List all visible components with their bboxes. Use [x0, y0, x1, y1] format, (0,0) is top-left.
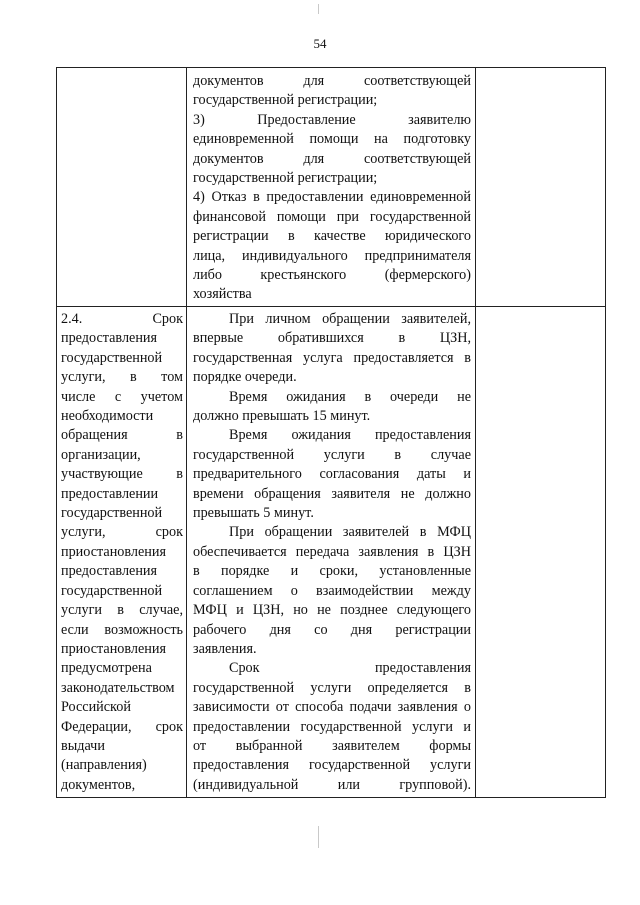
text-line: обращения в — [61, 427, 183, 444]
table-cell-content — [187, 307, 476, 798]
text-line: государственной — [61, 582, 163, 599]
cell-paragraph — [476, 307, 605, 310]
text-line: 2.4. Срок — [61, 311, 183, 327]
text-line: 4) Отказ в предоставлении единовременной — [193, 189, 471, 206]
text-line: услуги в случае, — [61, 602, 183, 619]
text-line: (направления) — [61, 757, 147, 774]
text-line: времени обращения заявителя не должно — [193, 485, 471, 502]
text-line: (индивидуальной или групповой). — [193, 776, 471, 793]
text-line: При обращении заявителей в МФЦ — [229, 524, 471, 541]
text-line: лица, индивидуального предпринимателя — [193, 247, 471, 264]
text-line: Время ожидания в очереди не — [229, 388, 471, 405]
text-line: порядке очереди. — [193, 369, 297, 386]
text-line: При личном обращении заявителей, — [229, 311, 471, 327]
text-line: государственной услуги определяется в — [193, 679, 471, 696]
text-line: услуги, срок — [61, 524, 183, 541]
text-line: предоставлении — [61, 485, 159, 502]
document-table — [56, 67, 606, 798]
text-line: законодательством — [61, 679, 175, 696]
text-line: либо крестьянского (фермерского) — [193, 267, 471, 284]
text-line: Федерации, срок — [61, 718, 183, 735]
text-line: регистрации в качестве юридического — [193, 228, 471, 245]
text-line: Российской — [61, 699, 131, 716]
text-line: единовременной помощи на подготовку — [193, 131, 471, 148]
text-line: документов для соответствующей — [193, 150, 471, 167]
text-line: числе с учетом — [61, 388, 183, 405]
cell-paragraph — [57, 307, 186, 795]
text-line: МФЦ и ЦЗН, но не позднее следующего — [193, 602, 471, 619]
text-line: предоставления — [61, 330, 158, 347]
text-line: финансовой помощи при государственной — [193, 208, 471, 225]
text-line: государственной услуги в случае — [193, 446, 471, 463]
text-line: государственной регистрации; — [193, 92, 378, 109]
text-line: государственной — [61, 349, 163, 366]
text-line: зависимости от способа подачи заявления о — [193, 699, 471, 716]
text-line: превышать 5 минут. — [193, 505, 314, 522]
text-line: в порядке и сроки, установленные — [193, 563, 471, 580]
text-line: должно превышать 15 минут. — [193, 408, 371, 425]
text-line: заявления. — [193, 640, 257, 657]
text-line: предоставления государственной услуги — [193, 757, 471, 774]
text-line: Срок предоставления — [229, 660, 471, 677]
cell-paragraph — [57, 68, 186, 72]
text-line: если возможность — [61, 621, 183, 638]
text-line: впервые обратившихся в ЦЗН, — [193, 330, 471, 347]
text-line: приостановления — [61, 543, 166, 560]
text-line: документов для соответствующей — [193, 73, 471, 89]
text-line: государственная услуга предоставляется в — [193, 349, 471, 366]
text-line: Время ожидания предоставления — [229, 427, 471, 444]
text-line: соглашением о взаимодействии между — [193, 582, 471, 599]
text-line: предоставления — [61, 563, 158, 580]
cell-paragraph — [476, 68, 605, 72]
text-line: предоставлении государственной услуги и — [193, 718, 471, 735]
table-cell-notes — [476, 68, 606, 307]
text-line: предусмотрена — [61, 660, 152, 677]
text-line: документов, — [61, 776, 136, 793]
table-cell-notes — [476, 307, 606, 798]
table-row — [57, 307, 606, 798]
cell-paragraph — [187, 307, 475, 795]
table-cell-description — [57, 68, 187, 307]
text-line: от выбранной заявителем формы — [193, 737, 471, 754]
text-line: приостановления — [61, 640, 166, 657]
text-line: государственной регистрации; — [193, 170, 378, 187]
text-line: государственной — [61, 505, 163, 522]
text-line: хозяйства — [193, 286, 252, 303]
text-line: обеспечивается передача заявления в ЦЗН — [193, 543, 471, 560]
text-line: 3) Предоставление заявителю — [193, 111, 471, 128]
text-line: выдачи — [61, 737, 105, 754]
text-line: рабочего дня со дня регистрации — [193, 621, 471, 638]
text-line: участвующие в — [61, 466, 183, 483]
scan-artifact — [318, 826, 319, 848]
text-line: необходимости — [61, 408, 154, 425]
table-cell-description — [57, 307, 187, 798]
text-line: организации, — [61, 446, 141, 463]
cell-paragraph — [187, 68, 475, 305]
page-number: 54 — [313, 36, 327, 51]
text-line: предварительного согласования даты и — [193, 466, 471, 483]
scan-artifact — [318, 4, 319, 14]
table-cell-content — [187, 68, 476, 307]
table-row — [57, 68, 606, 307]
text-line: услуги, в том — [61, 369, 183, 386]
